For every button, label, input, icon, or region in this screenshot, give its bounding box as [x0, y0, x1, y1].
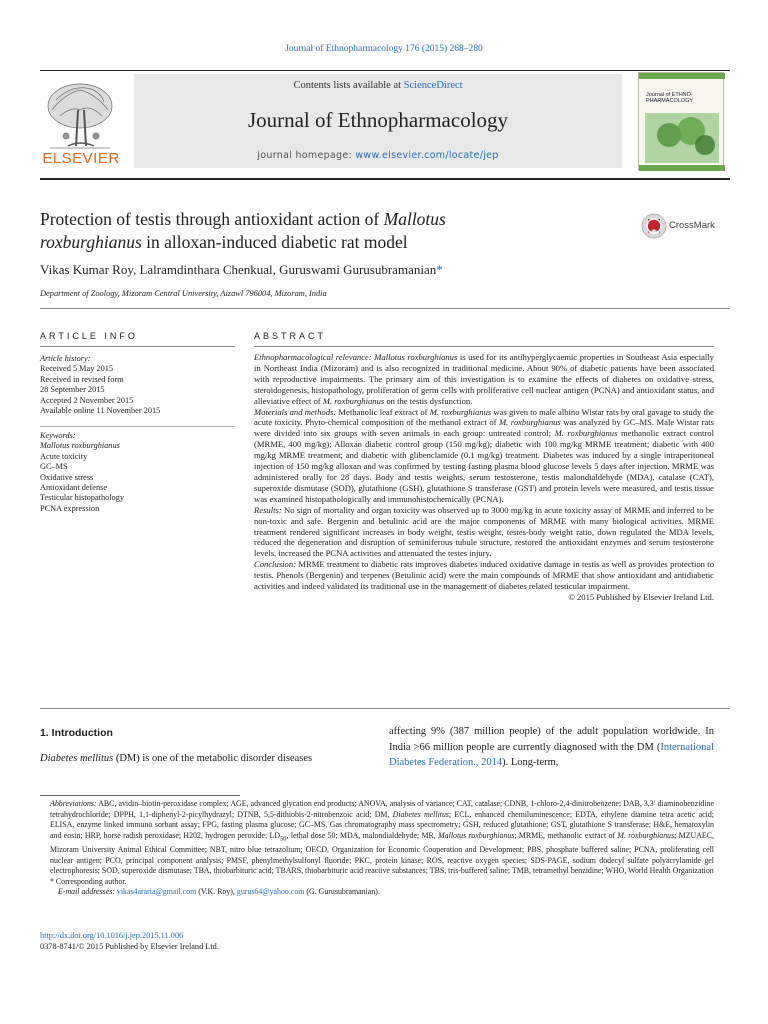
elsevier-wordmark: ELSEVIER — [42, 150, 120, 167]
email-name-roy: (V.K. Roy), — [196, 887, 237, 897]
title-species-genus: Mallotus — [383, 209, 446, 229]
methods-label: Materials and methods: — [254, 406, 337, 417]
conclusion-text: MRME treatment to diabetic rats improves diabetes induced oxidative damage in testis as well as provides protection to testis. Phenols (Bergenin) and terpenes (Betulinic acid) were the main compounds of MRME that show antioxidant and antidiabetic activities and indeed validated its traditional use in the management of diabetes related testicular impairment. — [254, 559, 714, 592]
article-info-rule — [40, 346, 235, 347]
relevance-text-a: is used for its antihyperglycaemic properties in Southeast Asia especially in Northeast India (Mizoram) and is also recognized in traditional medicine. About 90% of diabetic patients have been associated with reproductive impairments. The primary aim of this investigation is to examine the effects of diabetes on oxidative stress, steroidogenesis, histopathology, proliferation of germ cells with proliferative cell nuclear antigen (PCNA) and antioxidant status, and alleviative effect of — [254, 352, 714, 406]
contents-prefix: Contents lists available at — [293, 80, 404, 91]
abstract-end-rule — [40, 708, 730, 709]
abbr-text-d: ; MRME, methanolic extract of — [514, 830, 618, 840]
article-history — [40, 354, 240, 416]
authors-text: Vikas Kumar Roy, Lalramdinthara Chenkual, Guruswami Gurusubramanian — [40, 262, 437, 277]
history-item: 28 September 2015 — [40, 385, 105, 395]
corresponding-author-note: * Corresponding author. — [50, 876, 127, 886]
introduction-right-column — [389, 724, 714, 771]
abstract-results — [254, 505, 714, 560]
idf-citation-link[interactable]: International Diabetes Federation., 2014 — [389, 741, 714, 768]
title-text-a: Protection of testis through antioxidant action of — [40, 209, 384, 229]
title-text-b: in alloxan-induced diabetic rat model — [141, 232, 408, 252]
issn-line: 0378-8741/© 2015 Published by Elsevier Ireland Ltd. — [40, 941, 219, 951]
keywords-label: Keywords: — [40, 431, 76, 440]
abbreviations-footnote — [40, 799, 714, 877]
header-rule-bottom — [40, 178, 730, 180]
keyword-item: Acute toxicity — [40, 451, 88, 461]
conclusion-label: Conclusion: — [254, 559, 297, 570]
intro-right-text-b: ). Long-term, — [502, 757, 559, 768]
article-title — [40, 208, 600, 254]
relevance-species-2: M. roxburghianus — [322, 395, 385, 406]
email-name-gurusubramanian: (G. Gurusubramanian). — [304, 887, 380, 897]
methods-species-2: M. roxburghianus — [499, 417, 561, 428]
keywords-rule — [40, 426, 235, 427]
abstract-relevance — [254, 352, 714, 407]
abstract-heading: ABSTRACT — [254, 331, 327, 341]
abstract-rule — [254, 346, 714, 347]
journal-homepage — [134, 150, 622, 161]
journal-cover-thumbnail — [638, 72, 724, 170]
keyword-item: Antioxidant defense — [40, 483, 108, 493]
intro-left-text: (DM) is one of the metabolic disorder diseases — [113, 753, 313, 764]
methods-text-d: methanolic extract control (MRME, 400 mg/kg); Alloxan diabetic control group (150 mg/kg); diabetic with 100 mg/kg MRME treatment; diabetic with 400 mg/kg MRME treatment; and diabetic with glibenclamide (0.1 mg/kg) treatment. Diabetes was induced by a single intraperitoneal injection of 150 mg/kg alloxan and was confirmed by testing fasting plasma blood glucose levels 5 days after injection. MRME was administered orally for 28 days. Body and testis weights, serum testosterone, testis malondialdehyde (MDA), catalase (CAT), superoxide dismutase (SOD), glutathione (GSH), glutathione S transferase (GST) and protein levels were measured, and testis tissue was examined histopathologically and immunohistochemically (PCNA). — [254, 428, 714, 504]
introduction-left-column — [40, 753, 370, 764]
homepage-label: journal homepage: — [257, 150, 356, 161]
header-rule-top — [40, 70, 730, 71]
title-species-epithet: roxburghianus — [40, 232, 142, 252]
intro-term: Diabetes mellitus — [40, 753, 114, 764]
abbr-text-a: ABC, avidin–biotin-peroxidase complex; AGE, advanced glycation end products; ANOVA, analysis of variance; CAT, catalase; CDNB, 1-chloro-2,4-dinitrobenzene; DAB, 3,3′ diaminobenzidine tetrahydrochloride; DPPH, 1,1-diphenyl-2-picylhydrazyl; DTNB, 5,5-dithiobis-2-nitrobenzoic acid; DM, — [50, 799, 714, 819]
abbr-text-c: , lethal dose 50; MDA, malondialdehyde; MR, — [286, 830, 439, 840]
methods-species-3: M. roxburghianus — [554, 428, 618, 439]
intro-right-text-a: affecting 9% (387 million people) of the adult population worldwide. In India >66 million people are currently diagnosed with the DM ( — [389, 726, 714, 753]
keywords — [40, 431, 240, 514]
cover-artwork — [639, 73, 725, 171]
keyword-item: Oxidative stress — [40, 472, 94, 482]
abbr-text-b: ; ECL, enhanced chemiluminescence; EDTA, ethylene diamine tetra acetic acid; ELISA, enzyme linked immuno sorbant assay; FPG, fasting plasma glucose; GC–MS, Gas chromatography mass spectrometry; GSH, reduced glutathione; GST, glutathione S transferase; H&E, hematoxylin and eosin; HRP, horse radish peroxidase; H202, hydrogen peroxide; LD — [50, 809, 714, 840]
email-link-gurusubramanian[interactable]: gurus64@yahoo.com — [236, 887, 305, 897]
relevance-label: Ethnopharmacological relevance: — [254, 352, 372, 362]
methods-text-b: was given to male albino Wistar rats by oral gavage to study the acute toxicity. Phyto-chemical composition of the methanol extract of — [254, 406, 714, 428]
crossmark-badge[interactable] — [641, 213, 731, 239]
keyword-item: GC–MS — [40, 462, 68, 472]
abstract-conclusion — [254, 559, 714, 592]
history-label: Article history: — [40, 354, 91, 363]
methods-text-a: Methanolic leaf extract of — [336, 406, 430, 417]
relevance-species: Mallotus roxburghianus — [374, 352, 458, 362]
corresponding-author-marker[interactable]: * — [436, 262, 443, 277]
cover-title: Journal of ETHNO-PHARMACOLOGY — [646, 92, 694, 104]
journal-citation: Journal of Ethnopharmacology 176 (2015) 268–280 — [285, 44, 483, 54]
history-item: Available online 11 November 2015 — [40, 406, 161, 416]
keyword-item: PCNA expression — [40, 503, 100, 513]
abbr-text-e: ; MZUAEC, Mizoram University Animal Ethical Committee; NBT, nitro blue tetrazolium; OECD, Organization for Economic Cooperation and Development; PBS, phosphate buffered saline; PCNA, proliferating cell nuclear antigen; PCO, principal component analysis; PMSF, phenylmethylsulfonyl fluoride; PKC, protein kinase; ROS, reactive oxygen species; SDS-PAGE, sodium dodecyl sulfate polyacrylamide gel electrophoresis; SOD, superoxide dismutase; TBA, thiobarbituric acid; TBARS, thiobarbituric acid reactive substances; TBS, tris-buffered saline; TMB, tetramethyl benzidine; WHO, World Health Organization — [50, 830, 714, 876]
introduction-heading: 1. Introduction — [40, 727, 113, 739]
results-label: Results: — [254, 504, 282, 515]
methods-text-c: was analyzed by GC–MS. Male Wistar rats were divided into six groups with seven animals in each group: untreated control; — [254, 417, 714, 439]
footnotes — [40, 799, 714, 898]
history-item: Received 5 May 2015 — [40, 364, 114, 374]
history-item: Received in revised form — [40, 374, 124, 384]
email-link-roy[interactable]: vikas4araria@gmail.com — [116, 887, 197, 897]
email-label: E-mail addresses: — [58, 887, 115, 897]
results-text: No sign of mortality and organ toxicity was observed up to 3000 mg/kg in acute toxicity assay of MRME and inferred to be non-toxic and safe. Bergenin and betulinic acid are the major components of MRME with many biological activities. MRME treatment rendered significant increases in body weight, testis weight, testes-body weight ratio, down regulated the MDA levels, reduced the degeneration and disruption of seminiferous tubule structure, restored the antioxidant enzymes and serum testosterone levels, increased the PCNA activities and attenuated the testes injury. — [254, 504, 714, 559]
abbr-term-1: Diabetes mellitus — [392, 809, 449, 819]
abbr-subscript: 50 — [280, 835, 287, 843]
article-info-heading: ARTICLE INFO — [40, 331, 138, 341]
doi-link[interactable]: http://dx.doi.org/10.1016/j.jep.2015.11.006 — [40, 931, 184, 940]
journal-title: Journal of Ethnopharmacology — [247, 108, 509, 132]
footnote-rule — [40, 795, 240, 796]
abbr-term-3: M. roxburghianus — [617, 830, 675, 840]
keyword-item: Testicular histopathology — [40, 493, 124, 503]
abstract-body — [254, 352, 714, 603]
author-list — [40, 262, 443, 278]
abstract-copyright: © 2015 Published by Elsevier Ireland Ltd. — [568, 591, 714, 602]
keyword-item: Mallotus roxburghianus — [40, 441, 120, 451]
affiliation: Department of Zoology, Mizoram Central University, Aizawl 796004, Mizoram, India — [40, 289, 327, 298]
relevance-text-b: on the testis dysfunction. — [384, 395, 473, 406]
doi-block — [40, 931, 219, 952]
abstract-methods — [254, 407, 714, 505]
methods-species-1: M. roxburghianus — [429, 406, 492, 417]
abbr-term-2: Mallotus roxburghianus — [438, 830, 515, 840]
sciencedirect-link[interactable]: ScienceDirect — [403, 80, 463, 91]
crossmark-icon — [641, 213, 667, 239]
affiliation-rule — [40, 308, 730, 309]
email-footnote — [40, 887, 714, 898]
abbr-label: Abbreviations: — [50, 799, 97, 808]
contents-line — [134, 80, 622, 91]
history-item: Accepted 2 November 2015 — [40, 395, 134, 405]
homepage-link[interactable]: www.elsevier.com/locate/jep — [355, 150, 499, 161]
crossmark-label: CrossMark — [669, 220, 715, 231]
